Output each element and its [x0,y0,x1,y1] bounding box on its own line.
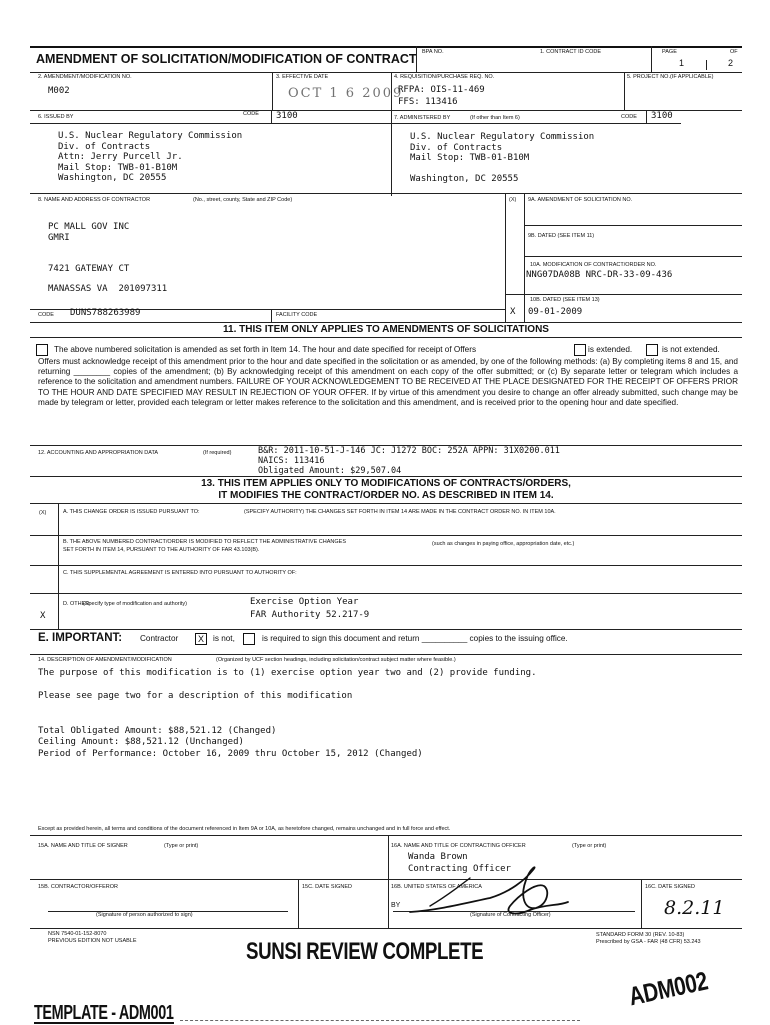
accounting-line-2: NAICS: 113416 [258,456,325,466]
project-no-label: 5. PROJECT NO.(IF APPLICABLE) [627,74,714,80]
issued-by-address-line: Attn: Jerry Purcell Jr. [58,152,183,162]
previous-edition: PREVIOUS EDITION NOT USABLE [48,938,137,944]
top-border [30,46,742,48]
admin-code-label: CODE [621,114,637,120]
contractor-name: PC MALL GOV INC [48,222,130,232]
bpa-label: BPA NO. [422,49,444,55]
extended-label: is extended. [588,345,633,354]
item-13a-sub: (SPECIFY AUTHORITY) THE CHANGES SET FORTH IN ITEM 14 ARE MADE IN THE CONTRACT ORDER NO. IN ITEM 10A. [244,509,556,515]
signer-name-sub: (Type or print) [164,843,199,849]
adm-stamp: ADM002 [626,965,711,1012]
x-column-label: (X) [509,197,517,203]
item-13b-authority: SET FORTH IN ITEM 14, PURSUANT TO THE AUTHORITY OF FAR 43.103(B). [63,547,260,553]
not-extended-checkbox[interactable] [646,344,658,356]
is-not-checkbox[interactable]: X [195,633,207,645]
of-label: OF [730,49,738,55]
signer-name-label: 15A. NAME AND TITLE OF SIGNER [38,843,128,849]
item-13-heading-2: IT MODIFIES THE CONTRACT/ORDER NO. AS DESCRIBED IN ITEM 14. [218,490,554,501]
accounting-line-3: Obligated Amount: $29,507.04 [258,466,402,476]
item-13a-label: A. THIS CHANGE ORDER IS ISSUED PURSUANT TO: [63,509,200,515]
officer-date-label: 16C. DATE SIGNED [645,884,696,890]
effective-date-stamp: OCT 1 6 2009 [288,86,404,101]
issued-by-address-line: Mail Stop: TWB-01-B10M [58,162,178,173]
contractor-sub: (No., street, county, State and ZIP Code) [193,197,293,203]
accounting-line-1: B&R: 2011-10-51-J-146 JC: J1272 BOC: 252A APPN: 31X0200.011 [258,446,560,456]
amendment-no: M002 [48,86,70,96]
contractor-label: 8. NAME AND ADDRESS OF CONTRACTOR [38,197,151,203]
description-line: Period of Performance: October 16, 2009 thru October 15, 2012 (Changed) [38,748,423,759]
modification-10a-value: NNG07DA08B NRC-DR-33-09-436 [526,270,673,280]
item-11-heading: 11. THIS ITEM ONLY APPLIES TO AMENDMENTS OF SOLICITATIONS [223,324,549,335]
description-line: Total Obligated Amount: $88,521.12 (Changed) [38,725,277,736]
item-13b-label: B. THE ABOVE NUMBERED CONTRACT/ORDER IS MODIFIED TO REFLECT THE ADMINISTRATIVE CHANGES [63,539,346,545]
issued-code-label: CODE [243,111,259,117]
page-label: PAGE [662,49,677,55]
item-13-heading-1: 13. THIS ITEM APPLIES ONLY TO MODIFICATIONS OF CONTRACTS/ORDERS, [201,478,571,489]
requisition-label: 4. REQUISITION/PURCHASE REQ. NO. [394,74,495,80]
requisition-line-2: FFS: 113416 [398,97,458,107]
issued-code: 3100 [276,111,298,121]
issued-by-address-line: Washington, DC 20555 [58,173,167,183]
contractor-word: Contractor [140,634,179,643]
item-13d-value-1: Exercise Option Year [250,597,359,607]
extended-checkbox[interactable] [574,344,586,356]
item-13d-label: D. OTHER [63,601,90,607]
dated-10b-value: 09-01-2009 [528,307,583,317]
administered-by-address-line: Washington, DC 20555 [410,174,519,184]
dated-9b-label: 9B. DATED (SEE ITEM 11) [528,233,595,239]
officer-name-sub: (Type or print) [572,843,607,849]
description-sub: (Organized by UCF section headings, including solicitation/contract subject matter where feasible.) [216,657,456,663]
amendment-no-label: 2. AMENDMENT/MODIFICATION NO. [38,74,132,80]
solicitation-9a-label: 9A. AMENDMENT OF SOLICITATION NO. [528,197,633,203]
officer-title: Contracting Officer [408,864,511,874]
item-11-line-1: The above numbered solicitation is amended as set forth in Item 14. The hour and date specified for receipt of Offers [54,345,477,354]
template-stamp: TEMPLATE - ADM001 [34,1002,174,1024]
contractor-signature-caption: (Signature of person authorized to sign) [96,912,193,918]
nsn-number: NSN 7540-01-152-8070 [48,931,107,937]
form-title: AMENDMENT OF SOLICITATION/MODIFICATION OF CONTRACT [36,52,417,66]
requisition-line-1: RFPA: OIS-11-469 [398,85,485,95]
solicitation-amended-checkbox[interactable] [36,344,48,356]
accounting-sub: (If required) [203,450,232,456]
important-label: E. IMPORTANT: [38,632,123,644]
administered-by-address-line: Div. of Contracts [410,142,503,153]
officer-date-signed: 8.2.11 [664,897,725,919]
administered-by-address-line: Mail Stop: TWB-01-B10M [410,153,530,163]
by-label: BY [391,902,401,909]
prescribed-by: Prescribed by GSA - FAR (48 CFR) 53.243 [596,939,701,945]
issued-by-address-line: Div. of Contracts [58,141,151,152]
except-clause: Except as provided herein, all terms and conditions of the document referenced in Item 9A or 10A, as heretofore changed, remains unchanged and in full force and effect. [38,826,451,832]
item-11-instructions: Offers must acknowledge receipt of this amendment prior to the hour and date specified in the solicitation or as amended, by one of the following methods: (a) By completing items 8 and 15, and returning ________ copies of the amendment; (b) By acknowledging receipt of this amendment on each copy of the offer submitted; or (c) By separate letter or telegram which includes a reference to the solicitation and amendment numbers. FAILURE OF YOUR ACKNOWLEDGEMENT TO BE RECEIVED AT THE PLACE DESIGNATED FOR THE RECEIPT OF OFFERS PRIOR TO THE HOUR AND DATE SPECIFIED MAY RESULT IN REJECTION OF YOUR OFFER. If by virtue of this amendment you desire to change an offer already submitted, such change may be made by telegram or letter, provided each telegram or letter makes reference to the solicitation and this amendment, and is received prior to the opening hour and date specified. [38,357,738,407]
officer-name-label: 16A. NAME AND TITLE OF CONTRACTING OFFICER [391,843,526,849]
item-13d-value-2: FAR Authority 52.217-9 [250,610,370,620]
contractor-date-label: 15C. DATE SIGNED [302,884,353,890]
administered-by-sub: (If other than Item 6) [470,115,520,121]
item-13d-x-mark: X [40,611,46,621]
is-not-label: is not, [213,634,235,643]
effective-date-label: 3. EFFECTIVE DATE [276,74,329,80]
contractor-street: 7421 GATEWAY CT [48,264,130,274]
issued-by-label: 6. ISSUED BY [38,114,74,120]
officer-name: Wanda Brown [408,852,468,862]
item-13d-sub: (Specify type of modification and authority) [83,601,187,607]
description-line: Ceiling Amount: $88,521.12 (Unchanged) [38,737,244,747]
contractor-code-label: CODE [38,312,54,318]
administered-by-address-line: U.S. Nuclear Regulatory Commission [410,132,595,142]
description-line: The purpose of this modification is to (1) exercise option year two and (2) provide funding. [38,668,537,678]
officer-signature-caption: (Signature of Contracting Officer) [470,912,551,918]
administered-by-label: 7. ADMINISTERED BY [394,115,451,121]
is-required-text: is required to sign this document and return __________ copies to the issuing office. [262,634,568,643]
accounting-label: 12. ACCOUNTING AND APPROPRIATION DATA [38,450,159,456]
standard-form: STANDARD FORM 30 (REV. 10-83) [596,932,685,938]
page-total: 2 [728,58,734,68]
is-required-checkbox[interactable] [243,633,255,645]
item-13b-sub: (such as changes in paying office, appropriation date, etc.) [432,541,575,547]
contractor-city: MANASSAS VA 201097311 [48,284,168,294]
page-number: 1 [679,58,685,68]
description-line: Please see page two for a description of this modification [38,691,353,701]
facility-code-label: FACILITY CODE [276,312,318,318]
modification-10a-label: 10A. MODIFICATION OF CONTRACT/ORDER NO. [530,262,657,268]
contractor-sub-name: GMRI [48,233,70,243]
contractor-offeror-label: 15B. CONTRACTOR/OFFEROR [38,884,118,890]
united-states-label: 16B. UNITED STATES OF AMERICA [391,884,482,890]
description-label: 14. DESCRIPTION OF AMENDMENT/MODIFICATION [38,657,172,663]
item-10-x-mark: X [510,307,516,317]
issued-by-address-line: U.S. Nuclear Regulatory Commission [58,131,243,141]
item-13c-label: C. THIS SUPPLEMENTAL AGREEMENT IS ENTERED INTO PURSUANT TO AUTHORITY OF: [63,570,297,576]
not-extended-label: is not extended. [662,345,720,354]
contracting-officer-signature [400,862,570,922]
contractor-code: DUNS788263989 [70,308,141,318]
sunsi-review-stamp: SUNSI REVIEW COMPLETE [246,938,484,965]
dated-10b-label: 10B. DATED (SEE ITEM 13) [530,297,600,303]
admin-code: 3100 [651,111,673,121]
item-13-x-label: (X) [39,510,47,516]
contract-id-label: 1. CONTRACT ID CODE [540,49,602,55]
